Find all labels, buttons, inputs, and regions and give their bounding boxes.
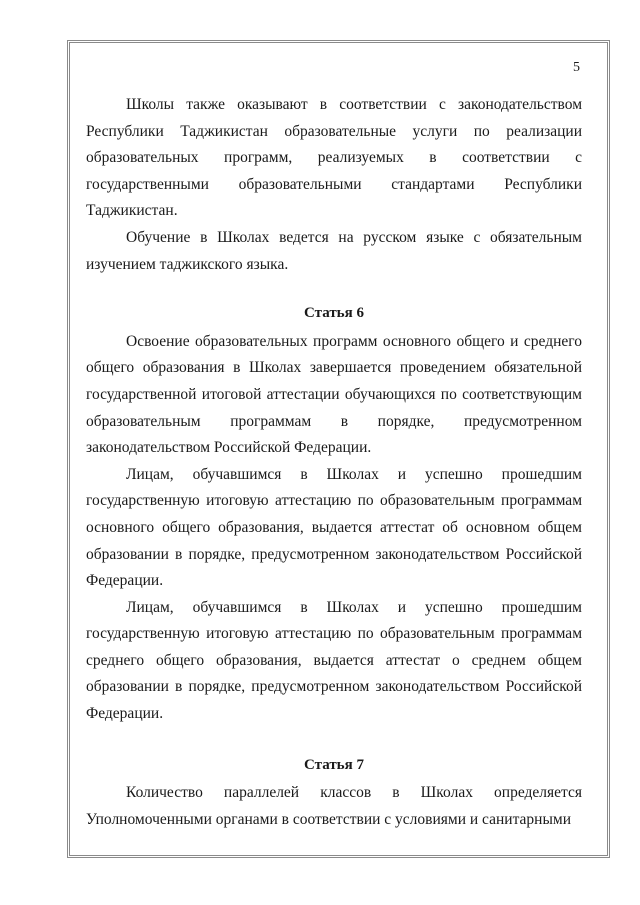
article-heading: Статья 7: [304, 756, 364, 773]
article-heading: Статья 6: [304, 305, 364, 322]
paragraph: Школы также оказывают в соответствии с законодательством Республики Таджикистан образовательные услуги по реализации образовательных программ, реализуемых в соответствии с государственными образовательными стандартами Республики Таджикистан.: [86, 96, 582, 220]
paragraph: Обучение в Школах ведется на русском языке с обязательным изучением таджикского языка.: [86, 228, 582, 273]
paragraph: Количество параллелей классов в Школах определяется Уполномоченными органами в соответствии с условиями и санитарными: [86, 784, 582, 828]
paragraph: Освоение образовательных программ основного общего и среднего общего образования в Школах завершается проведением обязательной государственной итоговой аттестации обучающихся по соответствующим образовательным программам в порядке, предусмотренном законодательством Российской Федерации.: [86, 332, 582, 457]
paragraph: Лицам, обучавшимся в Школах и успешно прошедшим государственную итоговую аттестацию по образовательным программам среднего общего образования, выдается аттестат о среднем общем образовании в порядке, предусмотренном законодательством Российской Федерации.: [86, 598, 582, 723]
document-body: [86, 92, 582, 833]
page-number: 5: [573, 60, 580, 75]
paragraph: Лицам, обучавшимся в Школах и успешно прошедшим государственную итоговую аттестацию по образовательным программам основного общего образования, выдается аттестат об основном общем образовании в порядке, предусмотренном законодательством Российской Федерации.: [86, 465, 582, 590]
